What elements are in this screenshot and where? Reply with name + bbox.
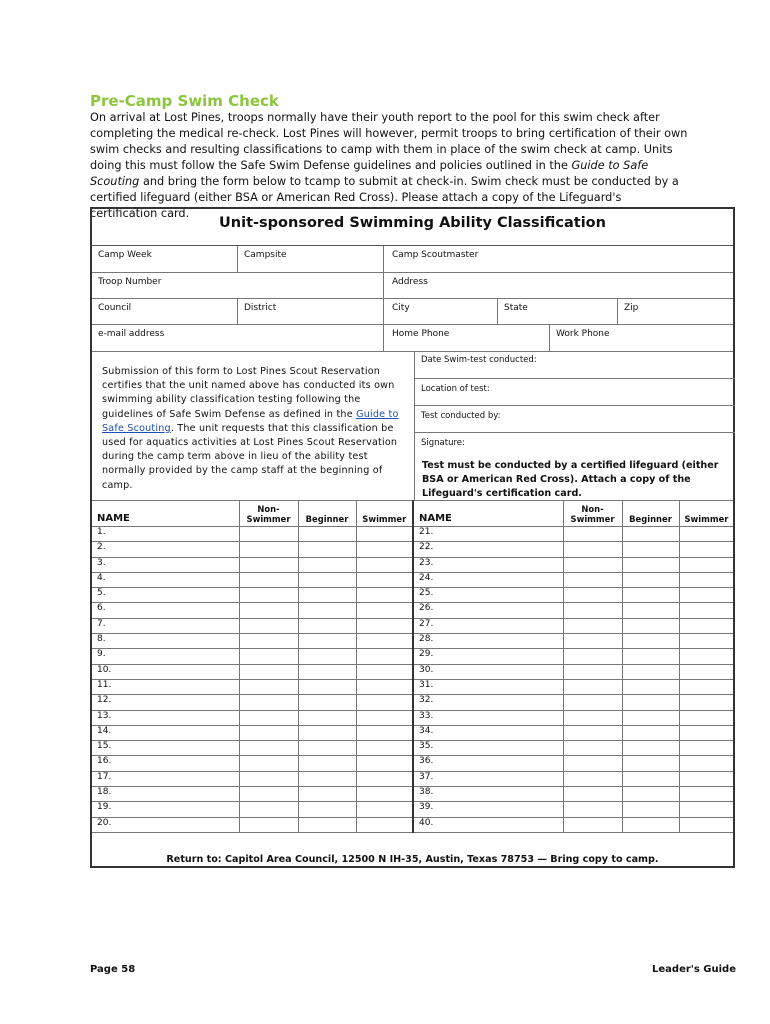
- swimmer-roster-table: [92, 500, 733, 833]
- roster-row: [92, 695, 733, 710]
- roster-row: [92, 771, 733, 786]
- swimmer-checkbox-cell[interactable]: [679, 603, 733, 618]
- test-conducted-by-field[interactable]: [414, 406, 735, 433]
- non-swimmer-checkbox-cell[interactable]: [239, 557, 298, 572]
- address-field[interactable]: [384, 273, 733, 299]
- non-swimmer-checkbox-cell[interactable]: [563, 664, 622, 679]
- email-label: e-mail address: [98, 329, 165, 339]
- non-swimmer-column-header: Non- Swimmer: [563, 501, 622, 527]
- troop-number-field[interactable]: [92, 273, 384, 299]
- campsite-label: Campsite: [244, 250, 287, 260]
- non-swimmer-checkbox-cell[interactable]: [239, 817, 298, 832]
- name-cell[interactable]: 31.: [413, 679, 563, 694]
- non-swimmer-checkbox-cell[interactable]: [239, 527, 298, 542]
- roster-row: [92, 787, 733, 802]
- beginner-checkbox-cell[interactable]: [298, 603, 356, 618]
- non-swimmer-checkbox-cell[interactable]: [563, 588, 622, 603]
- page-heading: Pre-Camp Swim Check: [90, 92, 279, 110]
- roster-row: [92, 725, 733, 740]
- roster-row: [92, 817, 733, 832]
- beginner-checkbox-cell[interactable]: [298, 802, 356, 817]
- name-cell[interactable]: 16.: [92, 756, 239, 771]
- beginner-checkbox-cell[interactable]: [622, 618, 679, 633]
- name-cell[interactable]: 4.: [92, 572, 239, 587]
- beginner-checkbox-cell[interactable]: [298, 817, 356, 832]
- beginner-checkbox-cell[interactable]: [622, 725, 679, 740]
- swimmer-checkbox-cell[interactable]: [356, 664, 413, 679]
- roster-header-row: [92, 501, 733, 527]
- beginner-checkbox-cell[interactable]: [622, 603, 679, 618]
- beginner-checkbox-cell[interactable]: [622, 802, 679, 817]
- camp-scoutmaster-label: Camp Scoutmaster: [392, 250, 479, 260]
- swimmer-checkbox-cell[interactable]: [679, 741, 733, 756]
- non-swimmer-checkbox-cell[interactable]: [563, 618, 622, 633]
- non-swimmer-checkbox-cell[interactable]: [563, 572, 622, 587]
- name-cell[interactable]: 36.: [413, 756, 563, 771]
- swimmer-checkbox-cell[interactable]: [356, 695, 413, 710]
- non-swimmer-checkbox-cell[interactable]: [239, 618, 298, 633]
- name-cell[interactable]: 24.: [413, 572, 563, 587]
- non-swimmer-checkbox-cell[interactable]: [563, 802, 622, 817]
- roster-row: [92, 542, 733, 557]
- home-phone-label: Home Phone: [392, 329, 450, 339]
- swimmer-checkbox-cell[interactable]: [356, 679, 413, 694]
- beginner-checkbox-cell[interactable]: [622, 817, 679, 832]
- swimmer-checkbox-cell[interactable]: [679, 618, 733, 633]
- name-cell[interactable]: 30.: [413, 664, 563, 679]
- non-swimmer-checkbox-cell[interactable]: [563, 741, 622, 756]
- city-label: City: [392, 303, 410, 313]
- swimmer-checkbox-cell[interactable]: [679, 710, 733, 725]
- name-cell[interactable]: 6.: [92, 603, 239, 618]
- swim-classification-form: [90, 207, 735, 868]
- intro-text-2: and bring the form below to tcamp to submit at check-in. Swim check must be conducted by a certified lifeguard (either BSA or American Red Cross). Please attach a copy of the Lifeguard's certification card.: [90, 175, 679, 220]
- non-swimmer-checkbox-cell[interactable]: [239, 603, 298, 618]
- district-field[interactable]: [238, 299, 384, 325]
- beginner-checkbox-cell[interactable]: [298, 725, 356, 740]
- beginner-checkbox-cell[interactable]: [622, 679, 679, 694]
- non-swimmer-checkbox-cell[interactable]: [239, 756, 298, 771]
- guide-to-safe-scouting-link[interactable]: Guide to Safe Scouting: [102, 408, 399, 434]
- swimmer-checkbox-cell[interactable]: [356, 588, 413, 603]
- beginner-checkbox-cell[interactable]: [622, 572, 679, 587]
- name-cell[interactable]: 32.: [413, 695, 563, 710]
- council-label: Council: [98, 303, 132, 313]
- intro-guide-title: Guide to Safe Scouting: [90, 159, 649, 188]
- swimmer-checkbox-cell[interactable]: [356, 802, 413, 817]
- non-swimmer-checkbox-cell[interactable]: [563, 710, 622, 725]
- name-cell[interactable]: 26.: [413, 603, 563, 618]
- name-cell[interactable]: 15.: [92, 741, 239, 756]
- swimmer-checkbox-cell[interactable]: [356, 817, 413, 832]
- beginner-checkbox-cell[interactable]: [622, 695, 679, 710]
- name-cell[interactable]: 29.: [413, 649, 563, 664]
- swimmer-checkbox-cell[interactable]: [679, 542, 733, 557]
- roster-row: [92, 756, 733, 771]
- swimmer-checkbox-cell[interactable]: [356, 603, 413, 618]
- name-cell[interactable]: 25.: [413, 588, 563, 603]
- camp-week-label: Camp Week: [98, 250, 152, 260]
- name-cell[interactable]: 22.: [413, 542, 563, 557]
- non-swimmer-checkbox-cell[interactable]: [239, 634, 298, 649]
- swimmer-checkbox-cell[interactable]: [356, 618, 413, 633]
- beginner-checkbox-cell[interactable]: [298, 542, 356, 557]
- non-swimmer-checkbox-cell[interactable]: [239, 725, 298, 740]
- test-date-label: Date Swim-test conducted:: [421, 355, 537, 365]
- beginner-checkbox-cell[interactable]: [298, 634, 356, 649]
- swimmer-checkbox-cell[interactable]: [679, 557, 733, 572]
- swimmer-checkbox-cell[interactable]: [356, 557, 413, 572]
- name-cell[interactable]: 10.: [92, 664, 239, 679]
- test-location-label: Location of test:: [421, 384, 490, 394]
- swimmer-checkbox-cell[interactable]: [679, 771, 733, 786]
- name-cell[interactable]: 18.: [92, 787, 239, 802]
- beginner-checkbox-cell[interactable]: [622, 787, 679, 802]
- roster-row: [92, 664, 733, 679]
- name-cell[interactable]: 5.: [92, 588, 239, 603]
- beginner-checkbox-cell[interactable]: [298, 695, 356, 710]
- non-swimmer-checkbox-cell[interactable]: [563, 787, 622, 802]
- name-column-header: NAME: [413, 501, 563, 527]
- name-cell[interactable]: 11.: [92, 679, 239, 694]
- non-swimmer-checkbox-cell[interactable]: [563, 527, 622, 542]
- roster-row: [92, 527, 733, 542]
- name-cell[interactable]: 35.: [413, 741, 563, 756]
- non-swimmer-checkbox-cell[interactable]: [239, 542, 298, 557]
- beginner-checkbox-cell[interactable]: [622, 771, 679, 786]
- non-swimmer-checkbox-cell[interactable]: [563, 725, 622, 740]
- name-cell[interactable]: 8.: [92, 634, 239, 649]
- beginner-checkbox-cell[interactable]: [298, 679, 356, 694]
- intro-paragraph: [90, 110, 690, 222]
- swimmer-checkbox-cell[interactable]: [356, 756, 413, 771]
- non-swimmer-checkbox-cell[interactable]: [239, 649, 298, 664]
- beginner-checkbox-cell[interactable]: [622, 542, 679, 557]
- swimmer-checkbox-cell[interactable]: [356, 527, 413, 542]
- non-swimmer-checkbox-cell[interactable]: [239, 802, 298, 817]
- swimmer-checkbox-cell[interactable]: [356, 542, 413, 557]
- non-swimmer-checkbox-cell[interactable]: [563, 756, 622, 771]
- name-column-header: NAME: [92, 501, 239, 527]
- non-swimmer-checkbox-cell[interactable]: [239, 572, 298, 587]
- beginner-checkbox-cell[interactable]: [622, 710, 679, 725]
- beginner-checkbox-cell[interactable]: [298, 771, 356, 786]
- swimmer-checkbox-cell[interactable]: [679, 588, 733, 603]
- camp-scoutmaster-field[interactable]: [384, 246, 733, 273]
- beginner-checkbox-cell[interactable]: [298, 649, 356, 664]
- beginner-checkbox-cell[interactable]: [298, 618, 356, 633]
- swimmer-checkbox-cell[interactable]: [356, 649, 413, 664]
- city-field[interactable]: [384, 299, 498, 325]
- non-swimmer-checkbox-cell[interactable]: [239, 771, 298, 786]
- name-cell[interactable]: 1.: [92, 527, 239, 542]
- roster-row: [92, 634, 733, 649]
- non-swimmer-checkbox-cell[interactable]: [563, 649, 622, 664]
- non-swimmer-checkbox-cell[interactable]: [239, 588, 298, 603]
- swimmer-checkbox-cell[interactable]: [356, 787, 413, 802]
- non-swimmer-checkbox-cell[interactable]: [239, 741, 298, 756]
- non-swimmer-checkbox-cell[interactable]: [563, 603, 622, 618]
- non-swimmer-checkbox-cell[interactable]: [563, 679, 622, 694]
- name-cell[interactable]: 33.: [413, 710, 563, 725]
- swimmer-checkbox-cell[interactable]: [679, 664, 733, 679]
- document-title-footer: Leader's Guide: [652, 964, 736, 975]
- swimmer-checkbox-cell[interactable]: [679, 634, 733, 649]
- campsite-field[interactable]: [238, 246, 384, 273]
- swimmer-checkbox-cell[interactable]: [356, 634, 413, 649]
- name-cell[interactable]: 38.: [413, 787, 563, 802]
- non-swimmer-checkbox-cell[interactable]: [239, 787, 298, 802]
- name-cell[interactable]: 39.: [413, 802, 563, 817]
- roster-row: [92, 572, 733, 587]
- non-swimmer-checkbox-cell[interactable]: [239, 664, 298, 679]
- name-cell[interactable]: 9.: [92, 649, 239, 664]
- roster-row: [92, 802, 733, 817]
- name-cell[interactable]: 19.: [92, 802, 239, 817]
- test-date-field[interactable]: [414, 352, 735, 379]
- beginner-checkbox-cell[interactable]: [298, 527, 356, 542]
- roster-row: [92, 649, 733, 664]
- swimmer-checkbox-cell[interactable]: [679, 725, 733, 740]
- non-swimmer-checkbox-cell[interactable]: [239, 679, 298, 694]
- roster-row: [92, 710, 733, 725]
- beginner-checkbox-cell[interactable]: [622, 649, 679, 664]
- name-cell[interactable]: 3.: [92, 557, 239, 572]
- non-swimmer-checkbox-cell[interactable]: [563, 634, 622, 649]
- beginner-checkbox-cell[interactable]: [298, 557, 356, 572]
- beginner-checkbox-cell[interactable]: [622, 634, 679, 649]
- name-cell[interactable]: 27.: [413, 618, 563, 633]
- swimmer-checkbox-cell[interactable]: [679, 572, 733, 587]
- troop-number-label: Troop Number: [98, 277, 162, 287]
- name-cell[interactable]: 2.: [92, 542, 239, 557]
- roster-row: [92, 588, 733, 603]
- name-cell[interactable]: 7.: [92, 618, 239, 633]
- certification-text-2: . The unit requests that this classification be used for aquatics activities at Lost Pines Scout Reservation during the camp term above in lieu of the ability test normally provided by the camp staff at the beginning of camp.: [102, 422, 398, 491]
- roster-row: [92, 603, 733, 618]
- council-field[interactable]: [92, 299, 238, 325]
- roster-row: [92, 741, 733, 756]
- form-title: Unit-sponsored Swimming Ability Classification: [92, 209, 733, 246]
- state-field[interactable]: [498, 299, 618, 325]
- state-label: State: [504, 303, 528, 313]
- non-swimmer-checkbox-cell[interactable]: [563, 817, 622, 832]
- non-swimmer-checkbox-cell[interactable]: [563, 557, 622, 572]
- beginner-checkbox-cell[interactable]: [298, 588, 356, 603]
- swimmer-checkbox-cell[interactable]: [356, 572, 413, 587]
- beginner-column-header: Beginner: [622, 501, 679, 527]
- beginner-checkbox-cell[interactable]: [622, 664, 679, 679]
- non-swimmer-checkbox-cell[interactable]: [563, 771, 622, 786]
- swimmer-checkbox-cell[interactable]: [679, 695, 733, 710]
- beginner-checkbox-cell[interactable]: [298, 664, 356, 679]
- beginner-checkbox-cell[interactable]: [622, 588, 679, 603]
- beginner-checkbox-cell[interactable]: [298, 787, 356, 802]
- swimmer-checkbox-cell[interactable]: [679, 756, 733, 771]
- name-cell[interactable]: 34.: [413, 725, 563, 740]
- work-phone-field[interactable]: [550, 325, 733, 352]
- name-cell[interactable]: 21.: [413, 527, 563, 542]
- name-cell[interactable]: 14.: [92, 725, 239, 740]
- swimmer-checkbox-cell[interactable]: [356, 725, 413, 740]
- name-cell[interactable]: 13.: [92, 710, 239, 725]
- beginner-checkbox-cell[interactable]: [298, 741, 356, 756]
- name-cell[interactable]: 17.: [92, 771, 239, 786]
- address-label: Address: [392, 277, 428, 287]
- swimmer-column-header: Swimmer: [679, 501, 733, 527]
- non-swimmer-checkbox-cell[interactable]: [239, 695, 298, 710]
- non-swimmer-checkbox-cell[interactable]: [563, 542, 622, 557]
- beginner-checkbox-cell[interactable]: [622, 557, 679, 572]
- home-phone-field[interactable]: [384, 325, 550, 352]
- beginner-checkbox-cell[interactable]: [622, 527, 679, 542]
- roster-row: [92, 679, 733, 694]
- beginner-checkbox-cell[interactable]: [298, 572, 356, 587]
- beginner-column-header: Beginner: [298, 501, 356, 527]
- test-location-field[interactable]: [414, 379, 735, 406]
- swimmer-checkbox-cell[interactable]: [679, 787, 733, 802]
- name-cell[interactable]: 28.: [413, 634, 563, 649]
- return-address: Return to: Capitol Area Council, 12500 N IH-35, Austin, Texas 78753 — Bring copy to camp.: [166, 854, 659, 865]
- swimmer-column-header: Swimmer: [356, 501, 413, 527]
- swimmer-checkbox-cell[interactable]: [356, 771, 413, 786]
- camp-week-field[interactable]: [92, 246, 238, 273]
- non-swimmer-checkbox-cell[interactable]: [563, 695, 622, 710]
- beginner-checkbox-cell[interactable]: [298, 756, 356, 771]
- beginner-checkbox-cell[interactable]: [298, 710, 356, 725]
- email-field[interactable]: [92, 325, 384, 352]
- page-number: Page 58: [90, 964, 136, 975]
- swimmer-checkbox-cell[interactable]: [679, 679, 733, 694]
- name-cell[interactable]: 40.: [413, 817, 563, 832]
- test-conducted-by-label: Test conducted by:: [421, 411, 501, 421]
- intro-text-1: On arrival at Lost Pines, troops normally have their youth report to the pool for this swim check after completing the medical re-check. Lost Pines will however, permit troops to bring certification of their own swim checks and resulting classifications to camp with them in place of the swim check at camp. Units doing this must follow the Safe Swim Defense guidelines and policies outlined in the: [90, 111, 688, 172]
- swimmer-checkbox-cell[interactable]: [356, 710, 413, 725]
- beginner-checkbox-cell[interactable]: [622, 756, 679, 771]
- name-cell[interactable]: 23.: [413, 557, 563, 572]
- swimmer-checkbox-cell[interactable]: [356, 741, 413, 756]
- zip-label: Zip: [624, 303, 639, 313]
- non-swimmer-column-header: Non- Swimmer: [239, 501, 298, 527]
- swimmer-checkbox-cell[interactable]: [679, 817, 733, 832]
- lifeguard-requirement-note: Test must be conducted by a certified lifeguard (either BSA or American Red Cross). Attach a copy of the Lifeguard's certification card.: [422, 460, 719, 499]
- beginner-checkbox-cell[interactable]: [622, 741, 679, 756]
- name-cell[interactable]: 20.: [92, 817, 239, 832]
- signature-label: Signature:: [421, 438, 465, 448]
- work-phone-label: Work Phone: [556, 329, 610, 339]
- non-swimmer-checkbox-cell[interactable]: [239, 710, 298, 725]
- certification-text-1: Submission of this form to Lost Pines Scout Reservation certifies that the unit named above has conducted its own swimming ability classification testing following the guidelines of Safe Swim Defense as defined in the: [102, 366, 395, 420]
- name-cell[interactable]: 37.: [413, 771, 563, 786]
- roster-row: [92, 557, 733, 572]
- swimmer-checkbox-cell[interactable]: [679, 649, 733, 664]
- certification-statement: [102, 365, 402, 493]
- swimmer-checkbox-cell[interactable]: [679, 802, 733, 817]
- name-cell[interactable]: 12.: [92, 695, 239, 710]
- zip-field[interactable]: [618, 299, 733, 325]
- district-label: District: [244, 303, 277, 313]
- roster-row: [92, 618, 733, 633]
- swimmer-checkbox-cell[interactable]: [679, 527, 733, 542]
